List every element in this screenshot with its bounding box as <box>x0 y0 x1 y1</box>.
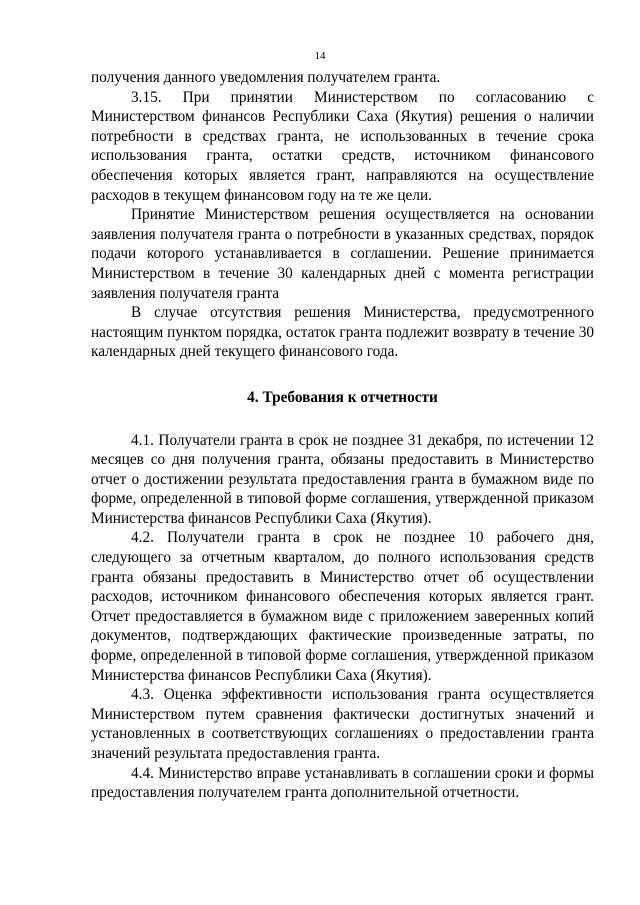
paragraph-continuation: получения данного уведомления получателем гранта. <box>91 69 441 86</box>
paragraph-4-2: 4.2. Получатели гранта в срок не позднее 10 рабочего дня, следующего за отчетным кварталом, до полного использования средств гранта обязаны предоставить в Министерство отчет об осуществлении расходов, источником финансового обеспечения которых является грант. Отчет предоставляется в бумажном виде с приложением заверенных копий документов, подтверждающих фактические произведенные затраты, по форме, определенной в типовой форме соглашения, утвержденной приказом Министерства финансов Республики Саха (Якутия). <box>91 529 594 684</box>
document-body <box>91 68 594 803</box>
paragraph-3-15 <box>91 88 594 206</box>
paragraph-4-3: 4.3. Оценка эффективности использования гранта осуществляется Министерством путем сравнения фактически достигнутых значений и установленных в соответствующих соглашениях о предоставлении гранта значений результата предоставления гранта. <box>91 686 594 762</box>
spacer <box>91 408 594 431</box>
section-heading-4: 4. Требования к отчетности <box>247 388 438 406</box>
paragraph-decision: Принятие Министерством решения осуществляется на основании заявления получателя гранта о потребности в указанных средствах, порядок подачи которого устанавливается в соглашении. Решение принимается Министерством в течение 30 календарных дней с момента регистрации заявления получателя гранта <box>91 206 594 302</box>
page-number: 14 <box>314 50 326 62</box>
paragraph-4-4: 4.4. Министерство вправе устанавливать в соглашении сроки и формы предоставления получателем гранта дополнительной отчетности. <box>91 764 594 802</box>
spacer <box>91 362 594 388</box>
clause-number-3-15: 3.15. <box>131 88 162 106</box>
paragraph-4-1: 4.1. Получатели гранта в срок не позднее 31 декабря, по истечении 12 месяцев со дня получения гранта, обязаны предоставить в Министерство отчет о достижении результата предоставления гранта в бумажном виде по форме, определенной в типовой форме соглашения, утвержденной приказом Министерства финансов Республики Саха (Якутия). <box>91 431 594 527</box>
paragraph-absence: В случае отсутствия решения Министерства, предусмотренного настоящим пунктом порядка, остаток гранта подлежит возврату в течение 30 календарных дней текущего финансового года. <box>91 304 594 361</box>
clause-text-3-15: При принятии Министерством по согласованию с Министерством финансов Республики Саха (Якутия) решения о наличии потребности в средствах гранта, не использованных в течение срока использования гранта, остатки средств, источником финансового обеспечения которых является грант, направляются на осуществление расходов в текущем финансовом году на те же цели. <box>91 88 594 204</box>
